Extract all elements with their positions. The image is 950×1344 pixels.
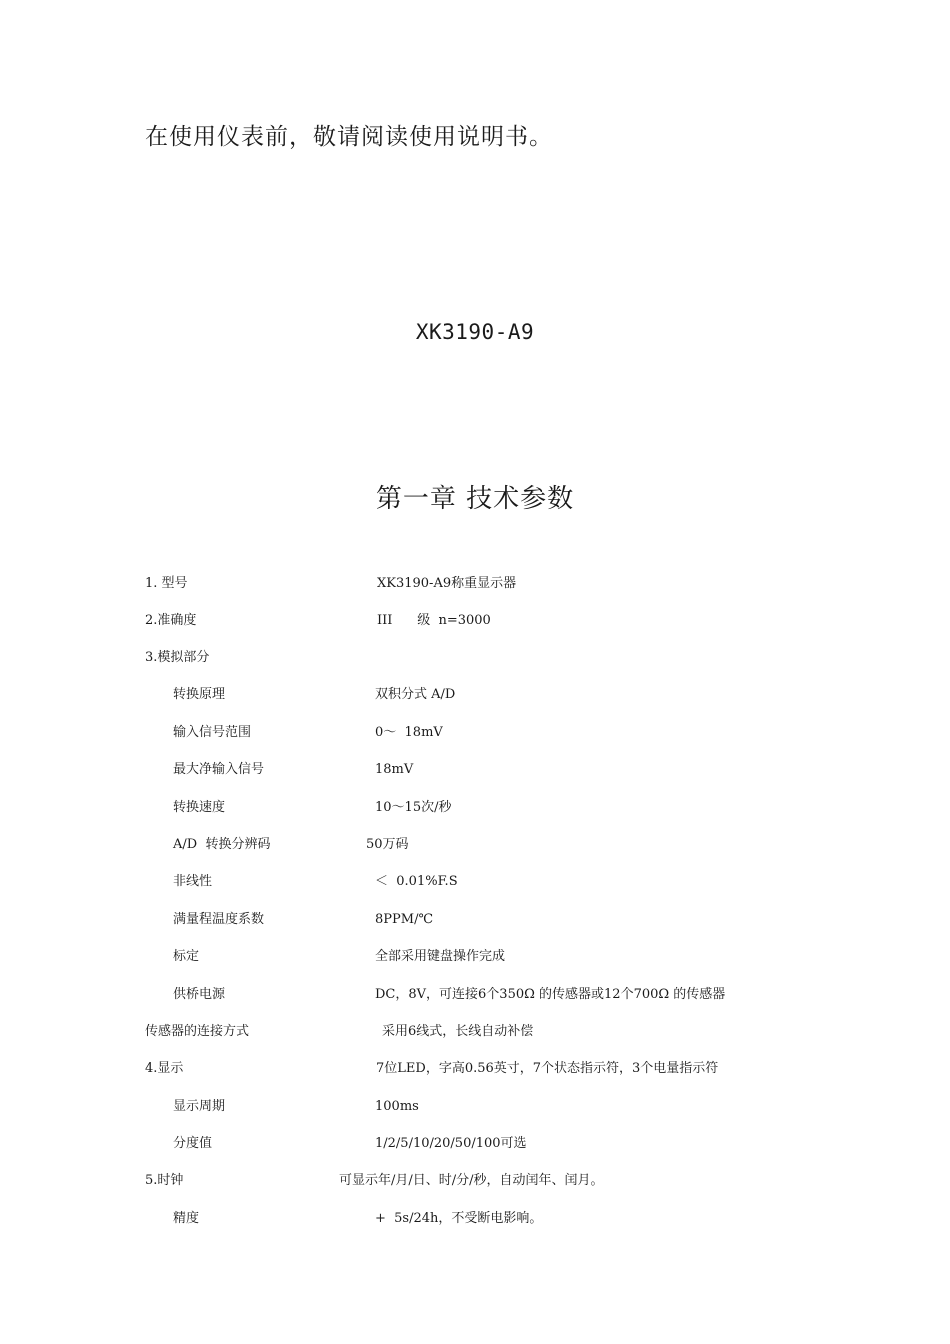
spec-label: A/D 转换分辨码 — [173, 837, 271, 852]
spec-label: 传感器的连接方式 — [145, 1024, 250, 1039]
spec-label: 显示周期 — [173, 1099, 226, 1114]
spec-row-sensor-connection — [0, 1021, 950, 1043]
spec-label: 输入信号范围 — [173, 725, 252, 740]
spec-value: 8PPM/℃ — [375, 912, 433, 927]
spec-row-model — [0, 573, 950, 595]
spec-label: 非线性 — [173, 874, 213, 889]
spec-row-division — [0, 1133, 950, 1155]
spec-label: 转换速度 — [173, 800, 226, 815]
spec-label: 3.模拟部分 — [145, 650, 210, 665]
spec-value: 全部采用键盘操作完成 — [375, 949, 506, 964]
spec-row-nonlinearity — [0, 871, 950, 893]
spec-value: 1/2/5/10/20/50/100可选 — [375, 1136, 527, 1151]
spec-label: 1. 型号 — [145, 576, 188, 591]
spec-value: 双积分式 A/D — [375, 687, 456, 702]
spec-value: 18mV — [375, 762, 414, 777]
spec-label: 满量程温度系数 — [173, 912, 265, 927]
spec-label: 分度值 — [173, 1136, 213, 1151]
spec-value: 7位LED，字高0.56英寸，7个状态指示符，3个电量指示符 — [376, 1061, 719, 1076]
spec-label: 4.显示 — [145, 1061, 184, 1076]
spec-row-temp-coefficient — [0, 909, 950, 931]
spec-label: 最大净输入信号 — [173, 762, 265, 777]
spec-value: 采用6线式，长线自动补偿 — [382, 1024, 534, 1039]
spec-row-ad-resolution — [0, 834, 950, 856]
spec-row-max-input — [0, 759, 950, 781]
spec-row-calibration — [0, 946, 950, 968]
spec-value: ＜ 0.01%F.S — [375, 874, 458, 889]
spec-label: 供桥电源 — [173, 987, 226, 1002]
spec-row-bridge-supply — [0, 984, 950, 1006]
spec-row-conversion-principle — [0, 684, 950, 706]
spec-label: 转换原理 — [173, 687, 226, 702]
spec-row-display-period — [0, 1096, 950, 1118]
spec-value: XK3190-A9称重显示器 — [377, 576, 517, 591]
spec-row-analog — [0, 647, 950, 669]
spec-value: DC，8V，可连接6个350Ω 的传感器或12个700Ω 的传感器 — [375, 987, 726, 1002]
spec-row-input-range — [0, 722, 950, 744]
spec-value: 0～ 18mV — [375, 725, 443, 740]
spec-label: 标定 — [173, 949, 200, 964]
spec-value: III 级 n=3000 — [377, 613, 491, 628]
model-title: XK3190-A9 — [415, 320, 535, 344]
chapter-title: 第一章 技术参数 — [375, 484, 575, 514]
spec-row-accuracy — [0, 610, 950, 632]
spec-label: 5.时钟 — [145, 1173, 184, 1188]
usage-notice: 在使用仪表前，敬请阅读使用说明书。 — [145, 124, 553, 150]
spec-row-display — [0, 1058, 950, 1080]
spec-value: 10～15次/秒 — [375, 800, 452, 815]
spec-value: + 5s/24h，不受断电影响。 — [375, 1211, 543, 1226]
spec-label: 2.准确度 — [145, 613, 197, 628]
spec-value: 可显示年/月/日、时/分/秒，自动闰年、闰月。 — [339, 1173, 604, 1188]
spec-row-conversion-speed — [0, 797, 950, 819]
spec-row-clock — [0, 1170, 950, 1192]
spec-value: 100ms — [375, 1099, 419, 1114]
spec-label: 精度 — [173, 1211, 200, 1226]
spec-value: 50万码 — [366, 837, 409, 852]
spec-row-clock-accuracy — [0, 1208, 950, 1230]
